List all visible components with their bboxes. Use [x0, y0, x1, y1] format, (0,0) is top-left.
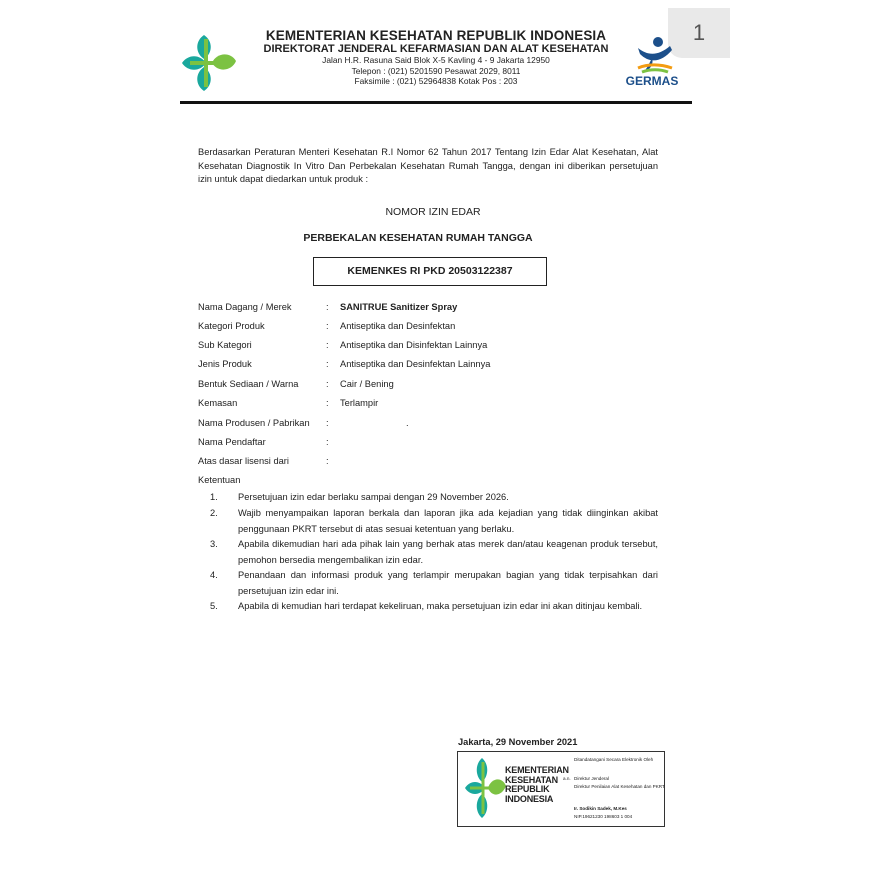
nie-label: NOMOR IZIN EDAR: [385, 206, 481, 218]
stamp-name-line: KESEHATAN: [505, 774, 558, 785]
field-row: [198, 437, 658, 453]
field-value: Antiseptika dan Disinfektan Lainnya: [340, 340, 488, 350]
field-colon: :: [326, 302, 329, 312]
field-colon: :: [326, 359, 329, 369]
field-row: [198, 321, 658, 337]
field-row: [198, 302, 658, 318]
field-label: Nama Pendaftar: [198, 437, 266, 447]
field-value: .: [406, 418, 409, 428]
field-row: [198, 418, 658, 434]
field-colon: :: [326, 398, 329, 408]
field-row: [198, 359, 658, 375]
stamp-ministry-name: [505, 766, 569, 804]
provision-text: Apabila dikemudian hari ada pihak lain yang berhak atas merek dan/atau keagenan produk tersebut, pemohon bersedia mengembalikan izin edar.: [238, 539, 658, 565]
registration-number-box: KEMENKES RI PKD 20503122387: [313, 257, 547, 286]
signer-nip: NIP.19621230 198603 1 004: [574, 814, 633, 819]
field-value: Terlampir: [340, 398, 379, 408]
intro-paragraph: Berdasarkan Peraturan Menteri Kesehatan R.I Nomor 62 Tahun 2017 Tentang Izin Edar Alat Kesehatan, Alat Kesehatan Diagnostik In Vitro Dan Perbekalan Kesehatan Rumah Tangga, dengan ini diberikan persetujuan izin untuk dapat diedarkan untuk produk :: [198, 147, 658, 184]
field-label: Nama Produsen / Pabrikan: [198, 418, 310, 428]
field-row: [198, 379, 658, 395]
provision-number: 3.: [210, 539, 218, 549]
signer-name: Ir. Sodikin Sadek, M.Kes: [574, 806, 627, 811]
field-label: Sub Kategori: [198, 340, 252, 350]
product-category-title: PERBEKALAN KESEHATAN RUMAH TANGGA: [303, 232, 533, 244]
directorate-title: DIREKTORAT JENDERAL KEFARMASIAN DAN ALAT KESEHATAN: [263, 43, 609, 55]
provision-number: 4.: [210, 570, 218, 580]
signed-note: Ditandatangani Secara Elektronik Oleh: [574, 757, 654, 762]
phone: Telepon : (021) 5201590 Pesawat 2029, 8011: [351, 65, 521, 76]
field-label: Jenis Produk: [198, 359, 252, 369]
provision-number: 5.: [210, 601, 218, 611]
field-value: Antiseptika dan Desinfektan Lainnya: [340, 359, 491, 369]
field-row: [198, 340, 658, 356]
provision-text: Apabila di kemudian hari terdapat kekeliruan, maka persetujuan izin edar ini akan ditinjau kembali.: [238, 601, 643, 611]
field-colon: :: [326, 321, 329, 331]
stamp-name-line: REPUBLIK: [505, 784, 550, 794]
page-number-badge: 1: [668, 8, 730, 58]
director-title: Direktur Penilaian Alat Kesehatan dan PKRT: [574, 784, 665, 789]
provision-number: 1.: [210, 492, 218, 502]
field-colon: :: [326, 379, 329, 389]
provision-text: Wajib menyampaikan laporan berkala dan laporan jika ada kejadian yang tidak diinginkan akibat penggunaan PKRT tersebut di atas sesuai ketentuan yang berlaku.: [238, 508, 658, 534]
germas-label: GERMAS: [625, 74, 679, 88]
letterhead: [240, 29, 632, 87]
field-label: Bentuk Sediaan / Warna: [198, 379, 299, 389]
director-general: Direktur Jenderal: [574, 776, 609, 781]
address: Jalan H.R. Rasuna Said Blok X-5 Kavling 4 - 9 Jakarta 12950: [322, 55, 550, 65]
field-value: Cair / Bening: [340, 379, 394, 389]
an-label: a.n.: [563, 776, 571, 781]
provisions-heading: Ketentuan: [198, 475, 241, 485]
stamp-name-line: INDONESIA: [505, 793, 554, 804]
kemenkes-stamp-logo-icon: [464, 756, 506, 820]
electronic-signature-stamp: [457, 751, 665, 827]
fax: Faksimile : (021) 52964838 Kotak Pos : 203: [354, 76, 518, 86]
field-row: [198, 456, 658, 472]
header-divider: [180, 101, 692, 104]
field-colon: :: [326, 340, 329, 350]
field-label: Kemasan: [198, 398, 238, 408]
provision-text: Penandaan dan informasi produk yang terlampir merupakan bagian yang tidak terpisahkan dari persetujuan izin edar ini.: [238, 570, 658, 596]
provision-text: Persetujuan izin edar berlaku sampai dengan 29 November 2026.: [238, 492, 509, 502]
field-value: SANITRUE Sanitizer Spray: [340, 302, 458, 312]
kemenkes-logo-icon: [180, 33, 238, 93]
field-colon: :: [326, 456, 329, 466]
ministry-title: KEMENTERIAN KESEHATAN REPUBLIK INDONESIA: [265, 28, 607, 43]
field-value: Antiseptika dan Desinfektan: [340, 321, 456, 331]
field-colon: :: [326, 437, 329, 447]
field-label: Atas dasar lisensi dari: [198, 456, 289, 466]
field-row: [198, 398, 658, 414]
field-label: Kategori Produk: [198, 321, 265, 331]
provision-number: 2.: [210, 508, 218, 518]
stamp-name-line: KEMENTERIAN: [505, 765, 569, 775]
signature-date: Jakarta, 29 November 2021: [458, 737, 578, 747]
field-label: Nama Dagang / Merek: [198, 302, 292, 312]
field-colon: :: [326, 418, 329, 428]
